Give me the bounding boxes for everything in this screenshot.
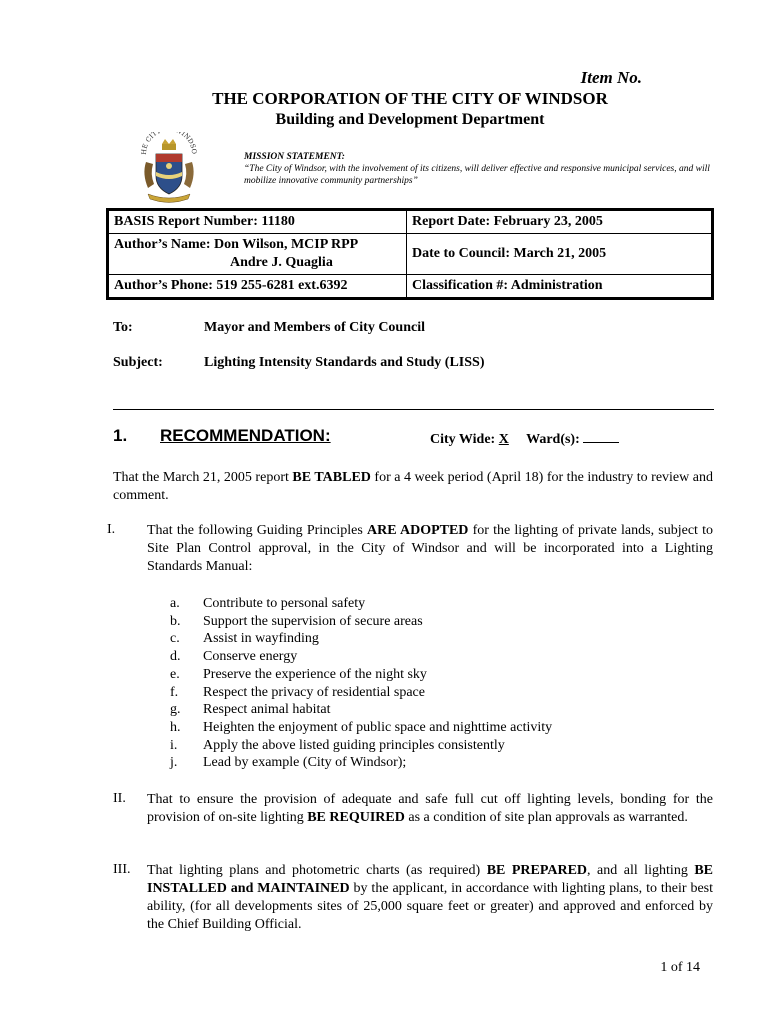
author-name-cell <box>108 234 407 275</box>
item-three-bold-2: BE INSTALLED and MAINTAINED <box>147 863 713 896</box>
to-label: To: <box>113 320 133 335</box>
list-item-letter: f. <box>170 684 179 700</box>
item-two-bold: BE REQUIRED <box>307 810 405 825</box>
section-number: 1. <box>113 426 128 445</box>
list-item-text: Preserve the experience of the night sky <box>203 666 427 682</box>
item-one-bold: ARE ADOPTED <box>367 523 469 538</box>
subject-value: Lighting Intensity Standards and Study (LISS) <box>204 355 485 370</box>
council-date: Date to Council: March 21, 2005 <box>407 234 713 275</box>
list-item-text: Respect animal habitat <box>203 702 331 718</box>
list-item-letter: b. <box>170 613 181 629</box>
to-value: Mayor and Members of City Council <box>204 320 425 335</box>
item-two-number: II. <box>113 791 126 806</box>
author-phone: Author’s Phone: 519 255-6281 ext.6392 <box>108 275 407 299</box>
list-item-letter: d. <box>170 649 181 665</box>
list-item <box>170 684 552 702</box>
list-item-text: Contribute to personal safety <box>203 596 366 611</box>
city-wide-value: X <box>498 432 509 447</box>
list-item-text: Lead by example (City of Windsor); <box>203 755 407 771</box>
city-wide-label: City Wide: <box>430 432 496 447</box>
list-item <box>170 719 552 737</box>
list-item-letter: i. <box>170 737 178 753</box>
item-one-paragraph <box>147 522 713 576</box>
list-item <box>170 701 552 719</box>
list-item <box>170 648 552 666</box>
tabled-text-post: for a 4 week period (April 18) for the industry to review and comment. <box>113 470 713 503</box>
list-item-text: Apply the above listed guiding principles consistently <box>203 737 505 753</box>
report-number: BASIS Report Number: 11180 <box>108 210 407 234</box>
list-item <box>170 630 552 648</box>
tabled-text-pre: That the March 21, 2005 report <box>113 470 293 485</box>
item-one-number: I. <box>107 522 116 537</box>
table-row <box>108 275 713 299</box>
list-item-letter: a. <box>170 596 180 611</box>
list-item-text: Heighten the enjoyment of public space and nighttime activity <box>203 719 553 735</box>
list-item <box>170 613 552 631</box>
item-three-number: III. <box>113 862 131 877</box>
ward-blank <box>583 430 619 443</box>
classification: Classification #: Administration <box>407 275 713 299</box>
tabled-text-bold: BE TABLED <box>292 470 371 485</box>
list-item <box>170 666 552 684</box>
list-item <box>170 595 552 613</box>
table-row <box>108 234 713 275</box>
list-item-text: Assist in wayfinding <box>203 631 319 647</box>
item-three-bold-1: BE PREPARED <box>486 863 588 878</box>
list-item-letter: j. <box>170 755 178 771</box>
author-name-second: Andre J. Quaglia <box>230 255 333 270</box>
page-number: 1 of 14 <box>660 960 700 975</box>
city-crest-logo <box>138 132 200 206</box>
section-divider <box>113 409 714 410</box>
list-item <box>170 737 552 755</box>
item-two-pre: That to ensure the provision of adequate and safe full cut off lighting levels, bonding for the provision of on-site lighting <box>147 792 713 825</box>
section-title: RECOMMENDATION: <box>160 426 331 445</box>
item-three-mid: , and all lighting <box>587 863 695 878</box>
ward-label: Ward(s): <box>526 432 580 447</box>
crest-arc-text: HE CIT INDSO <box>139 132 199 155</box>
item-three-paragraph <box>147 862 713 934</box>
department-title: Building and Development Department <box>275 111 545 128</box>
mission-statement <box>244 151 714 187</box>
tabled-paragraph <box>113 469 713 505</box>
item-three-pre: That lighting plans and photometric charts (as required) <box>147 863 487 878</box>
list-item-letter: h. <box>170 719 181 735</box>
subject-label: Subject: <box>113 355 163 370</box>
city-wide-ward <box>430 430 619 448</box>
list-item-letter: g. <box>170 702 181 718</box>
list-item-letter: c. <box>170 631 180 647</box>
list-item-text: Conserve energy <box>203 649 298 665</box>
mission-text: “The City of Windsor, with the involvement of its citizens, will deliver effective and responsive municipal services, and will mobilize innovative community partnerships” <box>244 164 710 186</box>
table-row <box>108 210 713 234</box>
author-name: Author’s Name: Don Wilson, MCIP RPP <box>114 237 359 252</box>
corporation-title: THE CORPORATION OF THE CITY OF WINDSOR <box>212 89 608 108</box>
item-three-post: by the applicant, in accordance with lighting plans, to their best ability, (for all developments sites of 25,000 square feet or greater) and approved and enforced by the Chief Building Official. <box>147 881 714 932</box>
mission-label: MISSION STATEMENT: <box>244 152 345 162</box>
list-item-text: Respect the privacy of residential space <box>203 684 425 700</box>
report-date: Report Date: February 23, 2005 <box>407 210 713 234</box>
item-one-pre: That the following Guiding Principles <box>147 523 367 538</box>
item-two-post: as a condition of site plan approvals as warranted. <box>404 810 688 825</box>
list-item-text: Support the supervision of secure areas <box>203 613 423 629</box>
list-item-letter: e. <box>170 666 180 682</box>
list-item <box>170 754 552 772</box>
item-two-paragraph <box>147 791 713 827</box>
item-one-post: for the lighting of private lands, subject to Site Plan Control approval, in the City of Windsor and will be incorporated into a Lighting Standards Manual: <box>147 523 713 574</box>
item-no: Item No. <box>580 68 642 87</box>
report-info-table <box>106 208 714 300</box>
guiding-principles-list <box>170 595 552 772</box>
